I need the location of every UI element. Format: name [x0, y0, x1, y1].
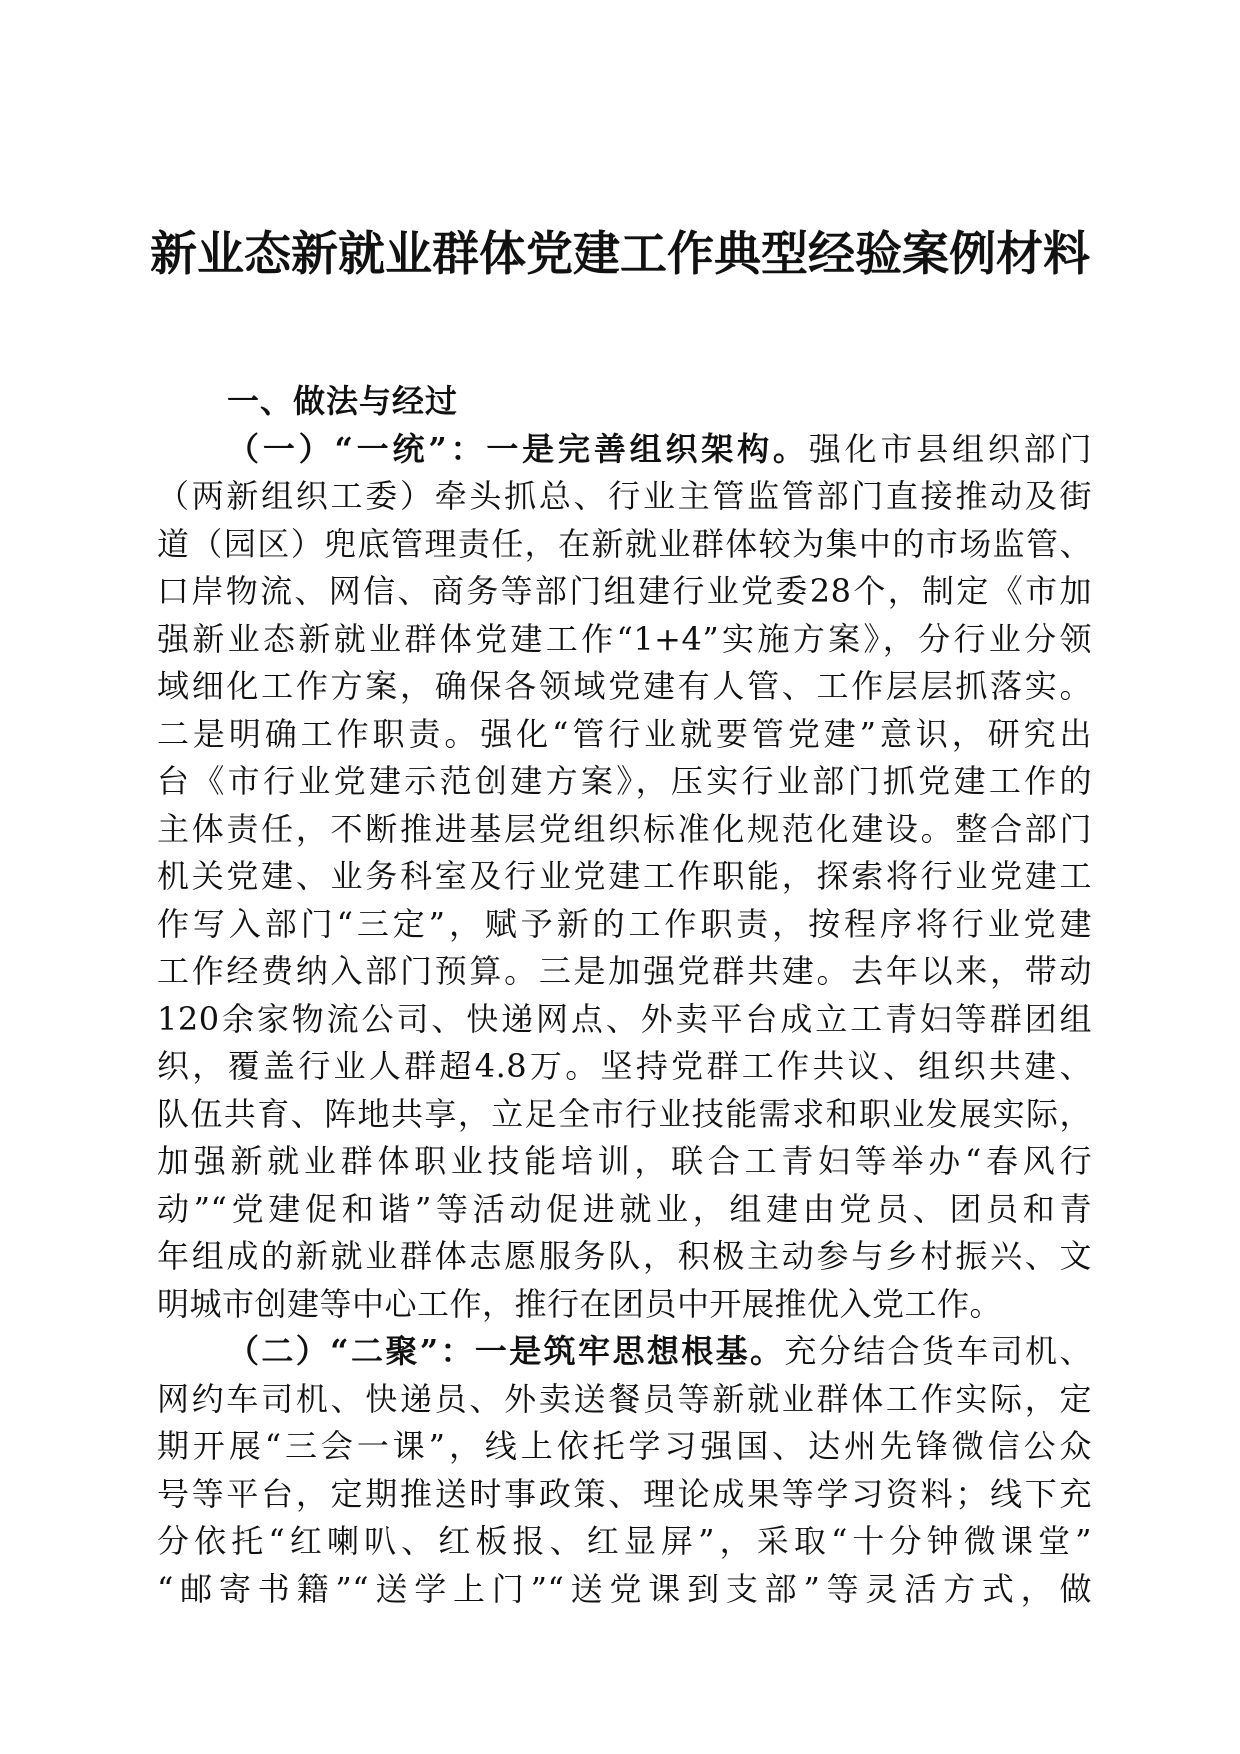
paragraph-2-first-line-rest: 充分结合货车司机、: [784, 1332, 1092, 1370]
paragraph-1-line: 道（园区）兜底管理责任，在新就业群体较为集中的市场监管、: [157, 524, 1092, 563]
paragraph-1-line: 120余家物流公司、快递网点、外卖平台成立工青妇等群团组: [157, 999, 1092, 1038]
paragraph-1-first-line-rest: 强化市县组织部门: [808, 429, 1092, 468]
paragraph-1-line: 年组成的新就业群体志愿服务队，积极主动参与乡村振兴、文: [157, 1237, 1092, 1275]
paragraph-1-line: 动”“党建促和谐”等活动促进就业，组建由党员、团员和青: [157, 1189, 1092, 1228]
paragraph-1-line: 作写入部门“三定”，赋予新的工作职责，按程序将行业党建: [157, 904, 1092, 943]
paragraph-2-line: 网约车司机、快递员、外卖送餐员等新就业群体工作实际，定: [157, 1379, 1092, 1418]
paragraph-2-line: 号等平台，定期推送时事政策、理论成果等学习资料；线下充: [157, 1474, 1092, 1513]
paragraph-2-line: 分依托“红喇叭、红板报、红显屏”，采取“十分钟微课堂”: [157, 1522, 1092, 1560]
paragraph-1-line: 织，覆盖行业人群超4.8万。坚持党群工作共议、组织共建、: [157, 1047, 1092, 1085]
paragraph-1-line: 加强新就业群体职业技能培训，联合工青妇等举办“春风行: [157, 1142, 1092, 1180]
paragraph-1-line: （两新组织工委）牵头抓总、行业主管监管部门直接推动及街: [157, 477, 1092, 515]
paragraph-1-line: 二是明确工作职责。强化“管行业就要管党建”意识，研究出: [157, 714, 1092, 753]
paragraph-2-first-line: [157, 1328, 1092, 1376]
paragraph-1-line: 强新业态新就业群体党建工作“1+4”实施方案》，分行业分领: [157, 619, 1092, 658]
paragraph-1-line: 机关党建、业务科室及行业党建工作职能，探索将行业党建工: [157, 857, 1092, 895]
paragraph-1-line: 域细化工作方案，确保各领域党建有人管、工作层层抓落实。: [157, 667, 1092, 705]
paragraph-2-line: “邮寄书籍”“送学上门”“送党课到支部”等灵活方式，做: [157, 1569, 1092, 1608]
paragraph-2-lead: （二）“二聚”：一是筑牢思想根基。: [227, 1332, 785, 1370]
document-title: 新业态新就业群体党建工作典型经验案例材料: [150, 227, 1090, 282]
paragraph-1-line: 工作经费纳入部门预算。三是加强党群共建。去年以来，带动: [157, 952, 1092, 990]
paragraph-1-line: 主体责任，不断推进基层党组织标准化规范化建设。整合部门: [157, 809, 1092, 848]
paragraph-1-line: 台《市行业党建示范创建方案》，压实行业部门抓党建工作的: [157, 762, 1092, 800]
section-heading: 一、做法与经过: [227, 382, 459, 420]
paragraph-1-line: 队伍共育、阵地共享，立足全市行业技能需求和职业发展实际，: [157, 1094, 1092, 1133]
paragraph-2-line: 期开展“三会一课”，线上依托学习强国、达州先锋微信公众: [157, 1427, 1092, 1465]
paragraph-1-line: 口岸物流、网信、商务等部门组建行业党委28个，制定《市加: [157, 572, 1092, 610]
document-body: [157, 378, 1092, 1613]
paragraph-1-last-line: 明城市创建等中心工作，推行在团员中开展推优入党工作。: [157, 1284, 1003, 1323]
paragraph-1-first-line: [157, 426, 1092, 474]
paragraph-1-lead: （一）“一统”：一是完善组织架构。: [227, 429, 809, 468]
